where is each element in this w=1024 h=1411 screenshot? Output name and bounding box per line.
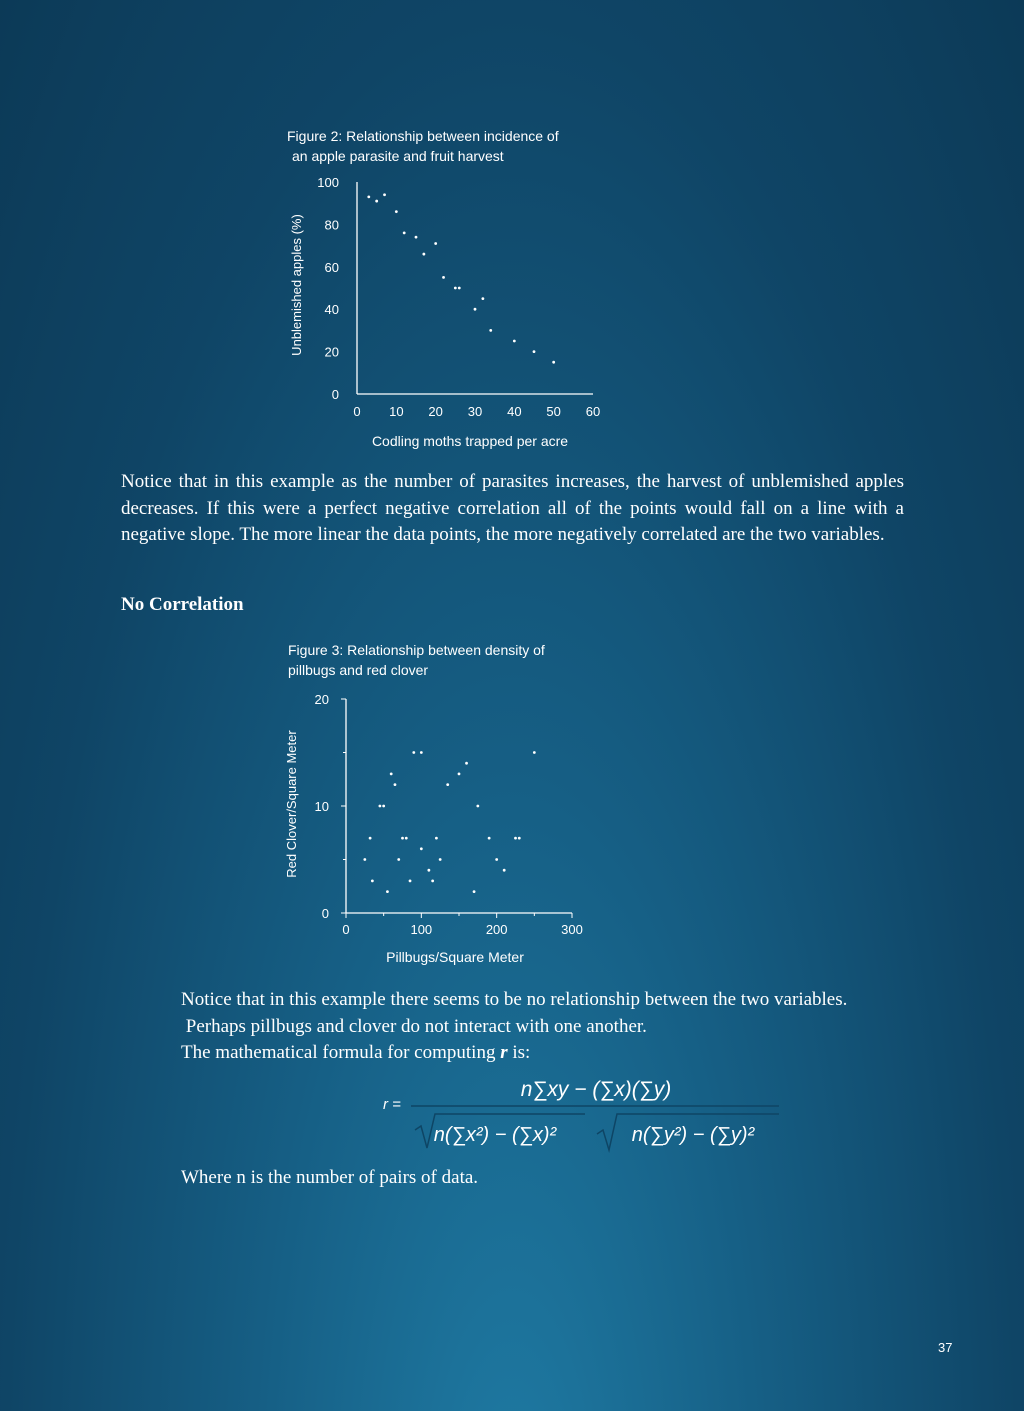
figure-2-title bbox=[287, 126, 559, 166]
fig3-x-tick-label: 200 bbox=[485, 922, 508, 937]
figure-2-x-axis-label: Codling moths trapped per acre bbox=[371, 433, 569, 449]
correlation-formula bbox=[375, 1068, 785, 1154]
fig2-y-tick-label: 80 bbox=[324, 217, 339, 233]
fig2-data-point bbox=[403, 231, 406, 234]
fig2-y-tick-label: 40 bbox=[324, 302, 339, 318]
paragraph-no-relationship-line-1: Notice that in this example there seems to be no relationship between the two variables. bbox=[181, 989, 848, 1010]
formula-intro-variable-r: r bbox=[500, 1042, 508, 1063]
fig3-data-point bbox=[435, 837, 438, 840]
fig3-data-point bbox=[446, 783, 449, 786]
fig2-x-tick-label: 10 bbox=[389, 404, 404, 419]
figure-3-points bbox=[363, 751, 535, 893]
fig2-x-tick-label: 40 bbox=[507, 404, 522, 419]
figure-3-axes bbox=[315, 692, 583, 937]
fig3-data-point bbox=[533, 751, 536, 754]
fig3-data-point bbox=[394, 783, 397, 786]
fig3-data-point bbox=[503, 869, 506, 872]
fig3-data-point bbox=[420, 751, 423, 754]
formula-denominator-left: n(∑x²) − (∑x)² bbox=[433, 1124, 557, 1146]
figure-2-title-line-2: an apple parasite and fruit harvest bbox=[292, 148, 504, 164]
formula-denominator-right: n(∑y²) − (∑y)² bbox=[631, 1124, 755, 1146]
formula-lhs: r = bbox=[383, 1096, 401, 1113]
fig3-data-point bbox=[386, 890, 389, 893]
figure-2-title-line-1: Figure 2: Relationship between incidence of bbox=[287, 128, 559, 144]
fig3-y-tick-label: 10 bbox=[314, 799, 329, 814]
fig3-data-point bbox=[439, 858, 442, 861]
fig3-data-point bbox=[390, 773, 393, 776]
figure-2-y-axis-label: Unblemished apples (%) bbox=[289, 214, 304, 356]
fig2-x-tick-label: 0 bbox=[353, 404, 361, 419]
paragraph-no-relationship-line-2: Perhaps pillbugs and clover do not interact with one another. bbox=[181, 1015, 647, 1037]
fig3-x-tick-label: 100 bbox=[410, 922, 433, 937]
fig2-data-point bbox=[434, 242, 437, 245]
paragraph-pairs-of-data: Where n is the number of pairs of data. bbox=[181, 1167, 479, 1188]
fig2-data-point bbox=[375, 200, 378, 203]
fig2-data-point bbox=[481, 297, 484, 300]
fig2-data-point bbox=[395, 210, 398, 213]
fig3-data-point bbox=[382, 805, 385, 808]
fig3-data-point bbox=[518, 837, 521, 840]
paragraph-negative-correlation: Notice that in this example as the number of parasites increases, the harvest of unblemished apples decreases. If this were a perfect negative correlation all of the points would fall on a line with a negative slope. The more linear the data points, the more negatively correlated are the two variables. bbox=[121, 471, 904, 545]
fig2-x-tick-label: 30 bbox=[467, 404, 483, 419]
fig2-y-tick-label: 60 bbox=[324, 259, 339, 275]
formula-intro-text: The mathematical formula for computing bbox=[181, 1042, 501, 1063]
figure-3-x-axis-label: Pillbugs/Square Meter bbox=[386, 949, 524, 965]
fig2-data-point bbox=[474, 308, 477, 311]
fig3-data-point bbox=[488, 837, 491, 840]
fig2-data-point bbox=[442, 276, 445, 279]
fig2-y-tick-label: 100 bbox=[317, 175, 339, 190]
fig3-data-point bbox=[495, 858, 498, 861]
fig3-data-point bbox=[371, 880, 374, 883]
paragraph-formula-intro bbox=[181, 1040, 941, 1067]
fig2-data-point bbox=[552, 361, 555, 364]
figure-3-title bbox=[288, 640, 545, 680]
fig3-data-point bbox=[465, 762, 468, 765]
page-number: 37 bbox=[938, 1340, 953, 1355]
fig3-data-point bbox=[363, 858, 366, 861]
section-heading-no-correlation: No Correlation bbox=[121, 594, 244, 615]
fig2-x-tick-label: 20 bbox=[428, 404, 443, 419]
fig2-data-point bbox=[489, 329, 492, 332]
formula-numerator: n∑xy − (∑x)(∑y) bbox=[520, 1078, 672, 1101]
fig2-data-point bbox=[454, 287, 457, 290]
figure-3-title-line-1: Figure 3: Relationship between density of bbox=[288, 642, 545, 658]
fig3-data-point bbox=[369, 837, 372, 840]
fig2-data-point bbox=[415, 236, 418, 239]
fig3-data-point bbox=[476, 805, 479, 808]
fig3-x-tick-label: 300 bbox=[561, 922, 583, 937]
figure-3-title-line-2: pillbugs and red clover bbox=[288, 662, 429, 678]
fig3-y-tick-label: 0 bbox=[321, 906, 329, 921]
fig3-data-point bbox=[458, 773, 461, 776]
fig2-data-point bbox=[383, 193, 386, 196]
figure-3-scatter-chart bbox=[280, 688, 600, 973]
fig3-data-point bbox=[431, 880, 434, 883]
fig2-data-point bbox=[458, 287, 461, 290]
figure-2-scatter-chart bbox=[280, 170, 620, 455]
fig3-x-tick-label: 0 bbox=[342, 922, 350, 937]
fig3-data-point bbox=[379, 805, 382, 808]
fig2-y-tick-label: 20 bbox=[324, 344, 339, 360]
fig3-data-point bbox=[401, 837, 404, 840]
fig3-y-tick-label: 20 bbox=[314, 692, 329, 707]
fig3-data-point bbox=[473, 890, 476, 893]
fig3-data-point bbox=[420, 847, 423, 850]
fig3-data-point bbox=[412, 751, 415, 754]
formula-intro-suffix: is: bbox=[507, 1042, 531, 1063]
figure-2-axes bbox=[317, 175, 600, 419]
fig3-data-point bbox=[514, 837, 517, 840]
fig2-data-point bbox=[513, 340, 516, 343]
figure-2-points bbox=[367, 193, 555, 363]
fig2-data-point bbox=[422, 253, 425, 256]
fig3-data-point bbox=[427, 869, 430, 872]
fig2-x-tick-label: 50 bbox=[546, 404, 561, 419]
fig2-x-tick-label: 60 bbox=[585, 404, 601, 419]
fig3-data-point bbox=[409, 880, 412, 883]
fig2-data-point bbox=[367, 195, 370, 198]
fig3-data-point bbox=[405, 837, 408, 840]
fig3-data-point bbox=[397, 858, 400, 861]
fig2-data-point bbox=[533, 350, 536, 353]
figure-3-y-axis-label: Red Clover/Square Meter bbox=[284, 730, 299, 878]
fig2-y-tick-label: 0 bbox=[331, 387, 339, 402]
